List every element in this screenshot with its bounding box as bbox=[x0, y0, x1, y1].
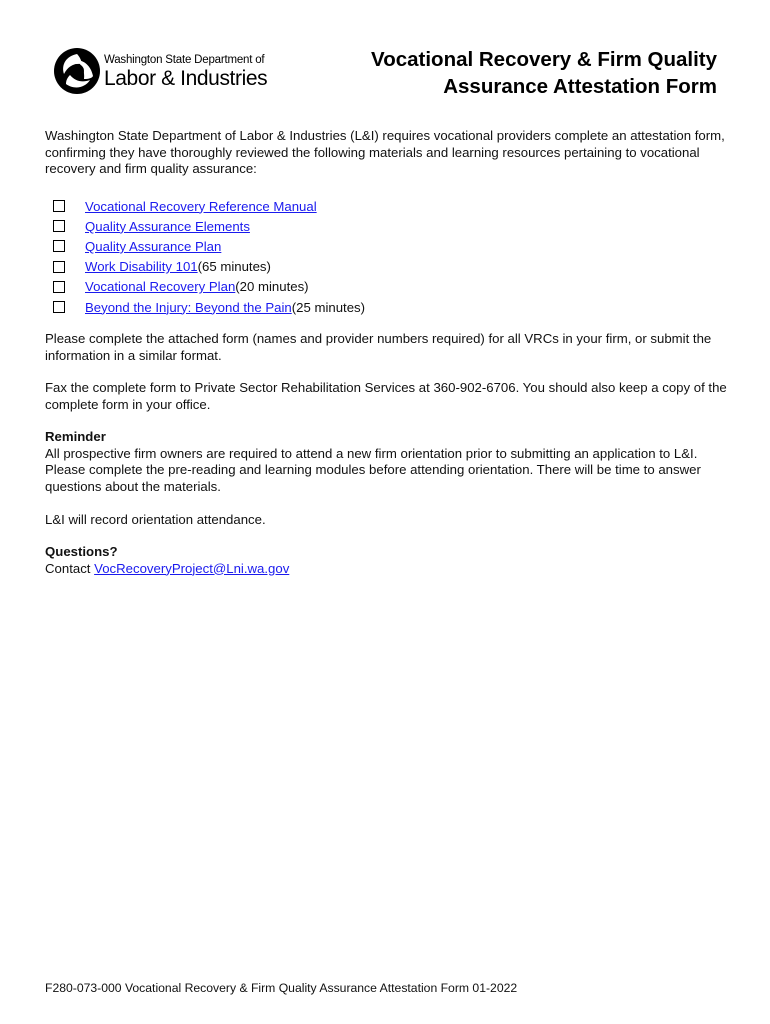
checklist-item-duration: (65 minutes) bbox=[197, 259, 271, 275]
contact-line bbox=[45, 561, 730, 578]
link-quality-assurance-plan[interactable]: Quality Assurance Plan bbox=[85, 238, 222, 254]
form-footer: F280-073-000 Vocational Recovery & Firm Quality Assurance Attestation Form 01-2022 bbox=[45, 981, 518, 995]
materials-checklist bbox=[53, 196, 653, 317]
lni-logo-icon bbox=[52, 46, 102, 96]
checklist-item bbox=[53, 216, 653, 236]
reminder-section bbox=[45, 429, 730, 495]
checkbox-icon[interactable] bbox=[53, 220, 65, 232]
checklist-item bbox=[53, 297, 653, 317]
lni-logo bbox=[52, 46, 282, 98]
checklist-item-duration: (25 minutes) bbox=[291, 299, 366, 315]
form-title-line1: Vocational Recovery & Firm Quality bbox=[371, 48, 717, 71]
link-quality-assurance-elements[interactable]: Quality Assurance Elements bbox=[85, 218, 250, 234]
attendance-note: L&I will record orientation attendance. bbox=[45, 512, 266, 527]
checkbox-icon[interactable] bbox=[53, 281, 65, 293]
link-work-disability-101[interactable]: Work Disability 101 bbox=[85, 259, 198, 275]
agency-name-line2: Labor & Industries bbox=[104, 67, 268, 90]
link-vocational-recovery-plan[interactable]: Vocational Recovery Plan bbox=[85, 279, 236, 295]
checklist-item bbox=[53, 236, 653, 256]
form-title bbox=[297, 46, 717, 100]
checkbox-icon[interactable] bbox=[53, 240, 65, 252]
complete-instructions: Please complete the attached form (names and provider numbers required) for all VRCs in your firm, or submit the information in a similar format. bbox=[45, 331, 712, 363]
checkbox-icon[interactable] bbox=[53, 301, 65, 313]
contact-prefix: Contact bbox=[45, 560, 95, 576]
reminder-text: All prospective firm owners are required to attend a new firm orientation prior to submitting an application to L&I. Please complete the pre-reading and learning modules before attending orientation. There will be time to answer questions about the materials. bbox=[45, 445, 701, 494]
link-beyond-the-injury[interactable]: Beyond the Injury: Beyond the Pain bbox=[85, 299, 292, 315]
form-title-line2: Assurance Attestation Form bbox=[443, 75, 717, 98]
reminder-heading: Reminder bbox=[45, 429, 106, 444]
checklist-item-duration: (20 minutes) bbox=[235, 279, 309, 295]
questions-section bbox=[45, 544, 730, 577]
intro-paragraph: Washington State Department of Labor & Industries (L&I) requires vocational providers complete an attestation form, confirming they have thoroughly reviewed the following materials and learning resources pertaining to vocational recovery and firm quality assurance: bbox=[45, 128, 725, 176]
agency-name-line1: Washington State Department of bbox=[104, 54, 265, 66]
checklist-item bbox=[53, 277, 653, 297]
contact-email-link[interactable]: VocRecoveryProject@Lni.wa.gov bbox=[94, 560, 290, 576]
link-vocational-recovery-reference-manual[interactable]: Vocational Recovery Reference Manual bbox=[85, 198, 317, 214]
checkbox-icon[interactable] bbox=[53, 261, 65, 273]
fax-instructions: Fax the complete form to Private Sector Rehabilitation Services at 360-902-6706. You should also keep a copy of the complete form in your office. bbox=[45, 380, 727, 412]
checkbox-icon[interactable] bbox=[53, 200, 65, 212]
questions-heading: Questions? bbox=[45, 544, 118, 559]
checklist-item bbox=[53, 196, 653, 216]
checklist-item bbox=[53, 257, 653, 277]
